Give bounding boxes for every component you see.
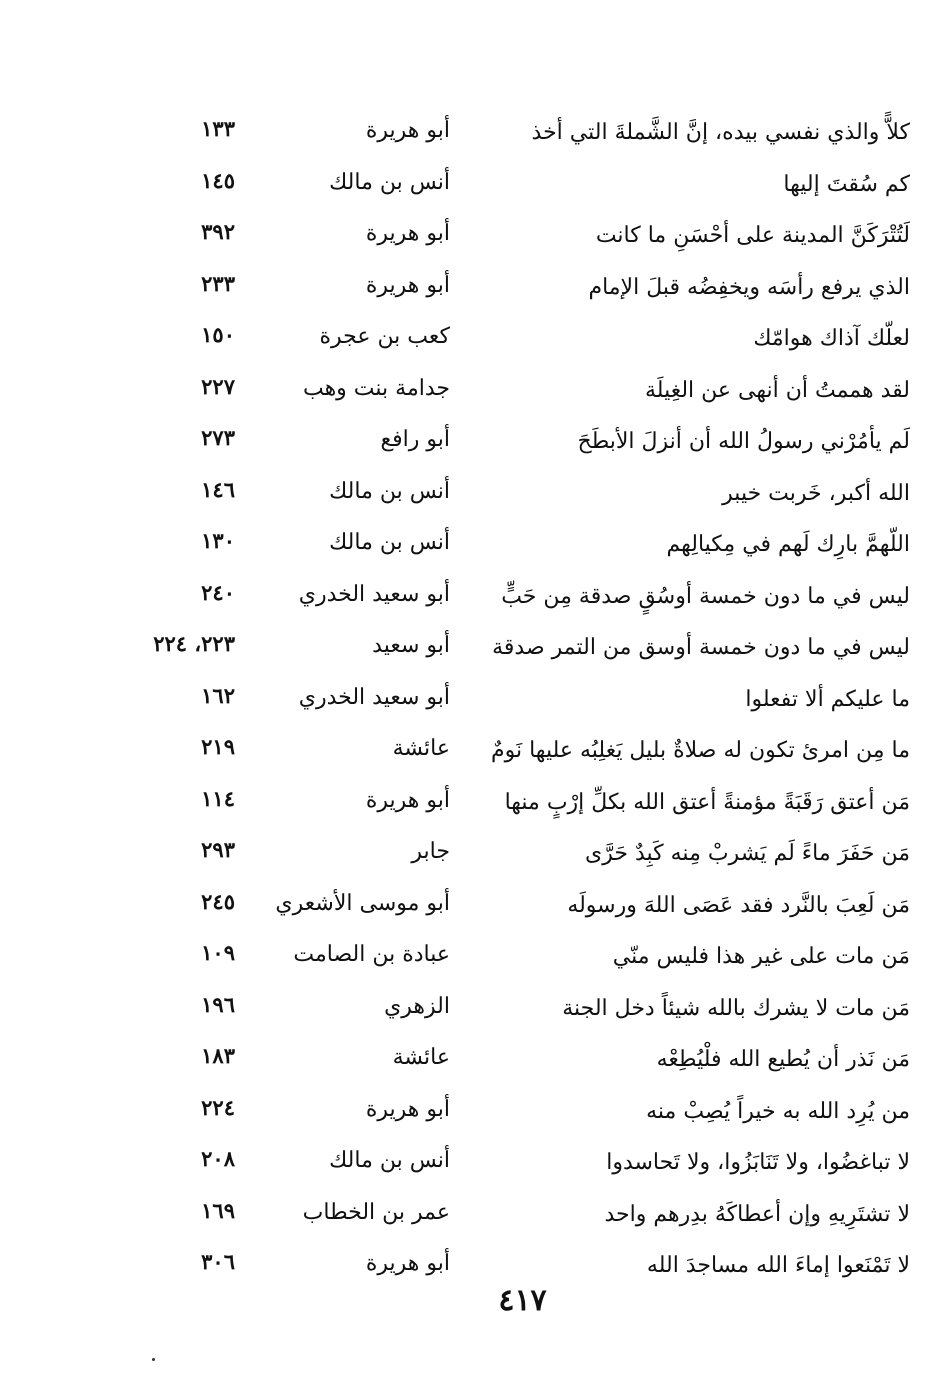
page-reference: ٢٤٥ [201,888,235,914]
index-row [160,1087,910,1139]
page-reference: ٢٢٤ [201,1094,235,1120]
page-reference: ٣٠٦ [201,1249,235,1274]
narrator-name: أبو هريرة [365,1096,450,1122]
page-reference: ١٩٦ [201,991,235,1017]
hadith-text: الذي يرفع رأسَه ويخفِضُه قبلَ الإمام [588,274,910,300]
hadith-text: مَن أعتق رَقَبَةً مؤمنةً أعتق الله بكلِّ إرْبٍ منها [504,789,910,815]
index-row [160,417,910,469]
narrator-name: أبو سعيد الخدري [298,684,450,710]
index-row [160,984,910,1036]
narrator-name: أبو هريرة [365,272,450,298]
hadith-text: كلاًّ والذي نفسي بيده، إنَّ الشَّملةَ التي أخذ [531,120,910,145]
hadith-text: ليس في ما دون خمسة أوسق من التمر صدقة [492,635,910,660]
index-row [160,160,910,212]
hadith-text: من يُرِد الله به خيراً يُصِبْ منه [646,1098,910,1124]
narrator-name: عائشة [392,1045,450,1070]
page-reference: ١٤٦ [201,476,235,502]
page-reference: ٣٩٢ [201,219,235,244]
hadith-text: اللّهمَّ بارِك لَهم في مِكيالِهم [666,532,910,557]
hadith-text: لا تباغضُوا، ولا تَنَابَزُوا، ولا تَحاسدوا [606,1150,910,1175]
hadith-text: كم سُقتَ إليها [783,171,910,197]
hadith-text: لا تَمْنَعوا إماءَ الله مساجدَ الله [646,1253,910,1278]
hadith-index-table [153,108,910,1293]
index-row [153,623,910,675]
index-row [160,778,910,830]
hadith-text: مَن مات لا يشرك بالله شيئاً دخل الجنة [562,995,910,1021]
hadith-text: مَن لَعِبَ بالنَّرد فقد عَصَى اللهَ ورسولَه [567,892,910,918]
hadith-text: لقد هممتُ أن أنهى عن الغِيلَة [645,377,910,403]
page-reference: ١٦٢ [201,682,235,708]
narrator-name: أنس بن مالك [329,1148,450,1173]
page-reference: ٢١٩ [201,734,235,759]
page-reference: ٢٤٠ [201,579,235,605]
index-row [160,881,910,933]
narrator-name: أبو هريرة [365,221,450,246]
index-row [160,211,910,263]
narrator-name: عبادة بن الصامت [293,942,450,967]
hadith-text: لا تشتَرِيهِ وإن أعطاكَهُ بدِرهم واحد [604,1201,910,1227]
narrator-name: أنس بن مالك [329,169,450,195]
narrator-name: أبو رافع [380,427,450,452]
page-reference: ٢٧٣ [201,425,235,450]
ink-speck [152,1358,155,1361]
index-row [160,314,910,366]
narrator-name: عائشة [392,736,450,761]
narrator-name: أبو موسى الأشعري [275,890,450,916]
hadith-text: الله أكبر، خَربت خيبر [722,480,910,506]
narrator-name: أبو هريرة [365,1251,450,1276]
index-row [160,520,910,572]
hadith-text: ليس في ما دون خمسة أوسُقٍ صدقة مِن حَبٍّ [501,583,910,609]
page-reference: ١١٤ [201,785,235,811]
page-reference: ٢٣٣ [201,270,235,296]
hadith-text: مَن مات على غير هذا فليس منّي [612,944,910,969]
page-reference: ٢٢٣، ٢٢٤ [153,631,235,656]
page-reference: ٢٩٣ [201,837,235,862]
index-row [160,108,910,160]
page-reference: ١٥٠ [201,322,235,347]
narrator-name: كعب بن عجرة [319,324,450,349]
index-row [160,726,910,778]
page-number: ٤١٧ [498,1283,547,1318]
hadith-text: لَتُتْرَكَنَّ المدينة على أحْسَنِ ما كانت [595,223,910,248]
narrator-name: عمر بن الخطاب [302,1199,450,1225]
narrator-name: جابر [411,839,450,864]
index-row [160,572,910,624]
index-row [160,675,910,727]
narrator-name: أبو سعيد الخدري [298,581,450,607]
narrator-name: جدامة بنت وهب [302,375,450,401]
page-reference: ٢٢٧ [201,373,235,399]
hadith-text: لعلّك آذاك هوامّك [753,326,910,351]
index-row [160,469,910,521]
narrator-name: أبو هريرة [365,787,450,813]
hadith-text: مَن نَذر أن يُطيع الله فلْيُطِعْه [656,1047,910,1072]
index-row [160,829,910,881]
hadith-text: لَم يأمُرْني رسولُ الله أن أنزلَ الأبطَحَ [577,429,910,454]
index-row [160,1138,910,1190]
narrator-name: أنس بن مالك [329,530,450,555]
index-row [160,1035,910,1087]
hadith-text: ما عليكم ألا تفعلوا [745,686,910,712]
narrator-name: الزهري [384,993,450,1019]
narrator-name: أنس بن مالك [329,478,450,504]
page-reference: ١٠٩ [201,940,235,965]
narrator-name: أبو هريرة [365,118,450,143]
index-row [160,366,910,418]
page-reference: ١٣٠ [201,528,235,553]
narrator-name: أبو سعيد [372,633,450,658]
page-reference: ١٨٣ [201,1043,235,1068]
hadith-text: ما مِن امرئ تكون له صلاةٌ بليل يَغلِبُه عليها نَومٌ [491,738,910,763]
hadith-text: مَن حَفَرَ ماءً لَم يَشربْ مِنه كَبِدٌ حَرَّى [585,841,910,866]
page-reference: ٢٠٨ [201,1146,235,1171]
index-row [160,1190,910,1242]
index-row [160,932,910,984]
page-reference: ١٦٩ [201,1197,235,1223]
index-row [160,263,910,315]
page-reference: ١٤٥ [201,167,235,193]
page-reference: ١٣٣ [201,116,235,141]
